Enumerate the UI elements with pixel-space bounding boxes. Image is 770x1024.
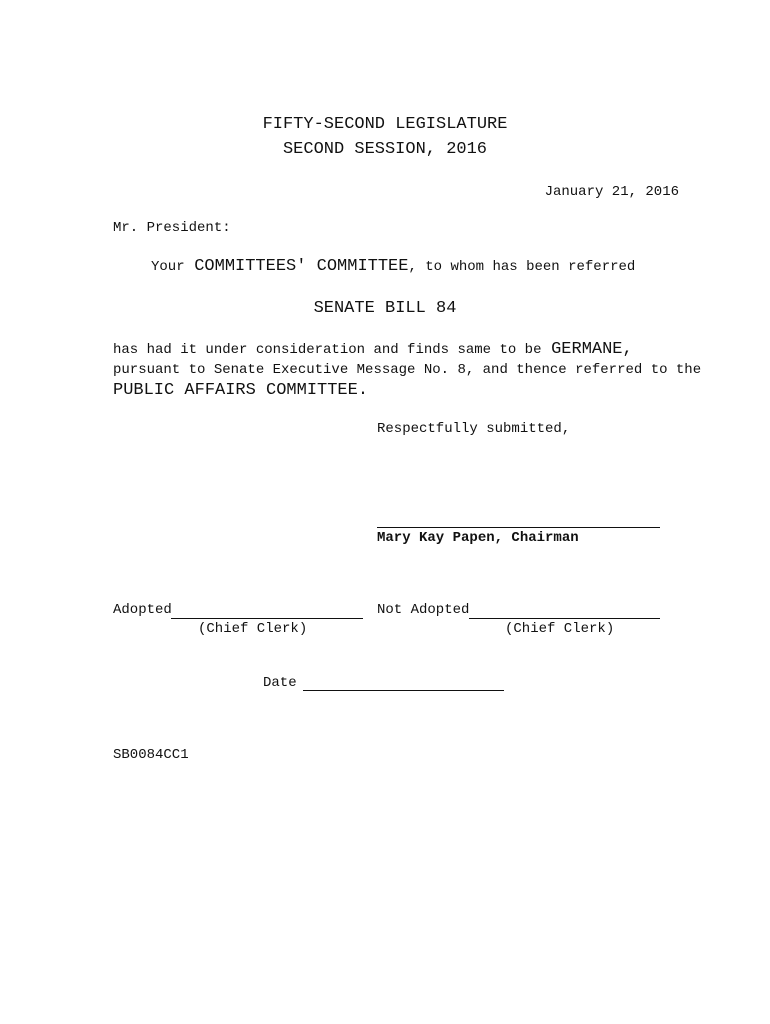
referred-committee: PUBLIC AFFAIRS COMMITTEE. — [113, 381, 369, 400]
intro-suffix: , to whom has been referred — [408, 259, 636, 275]
date-label: Date — [263, 675, 297, 691]
date-line — [303, 690, 504, 691]
chief-clerk-left: (Chief Clerk) — [198, 621, 308, 637]
bill-title: SENATE BILL 84 — [313, 299, 457, 318]
signer-name: Mary Kay Papen, Chairman — [377, 530, 579, 546]
intro-prefix: Your — [151, 259, 185, 275]
committee-name: COMMITTEES' COMMITTEE — [194, 257, 409, 276]
finding-word: GERMANE, — [551, 340, 633, 359]
adopted-label: Adopted — [113, 602, 172, 618]
signature-line — [377, 527, 660, 528]
chief-clerk-right: (Chief Clerk) — [505, 621, 615, 637]
finding-prefix: has had it under consideration and finds same to be — [113, 342, 542, 358]
not-adopted-label: Not Adopted — [377, 602, 470, 618]
report-date: January 21, 2016 — [544, 184, 679, 200]
finding-line — [113, 340, 633, 359]
referral-line: pursuant to Senate Executive Message No. 8, and thence referred to the — [113, 362, 702, 378]
closing: Respectfully submitted, — [377, 421, 571, 437]
not-adopted-line — [469, 618, 660, 619]
adopted-line — [171, 618, 363, 619]
salutation: Mr. President: — [113, 220, 231, 236]
session-title: SECOND SESSION, 2016 — [282, 140, 488, 159]
document-code: SB0084CC1 — [113, 747, 189, 763]
legislature-title: FIFTY-SECOND LEGISLATURE — [262, 115, 508, 134]
intro-line — [151, 257, 635, 276]
